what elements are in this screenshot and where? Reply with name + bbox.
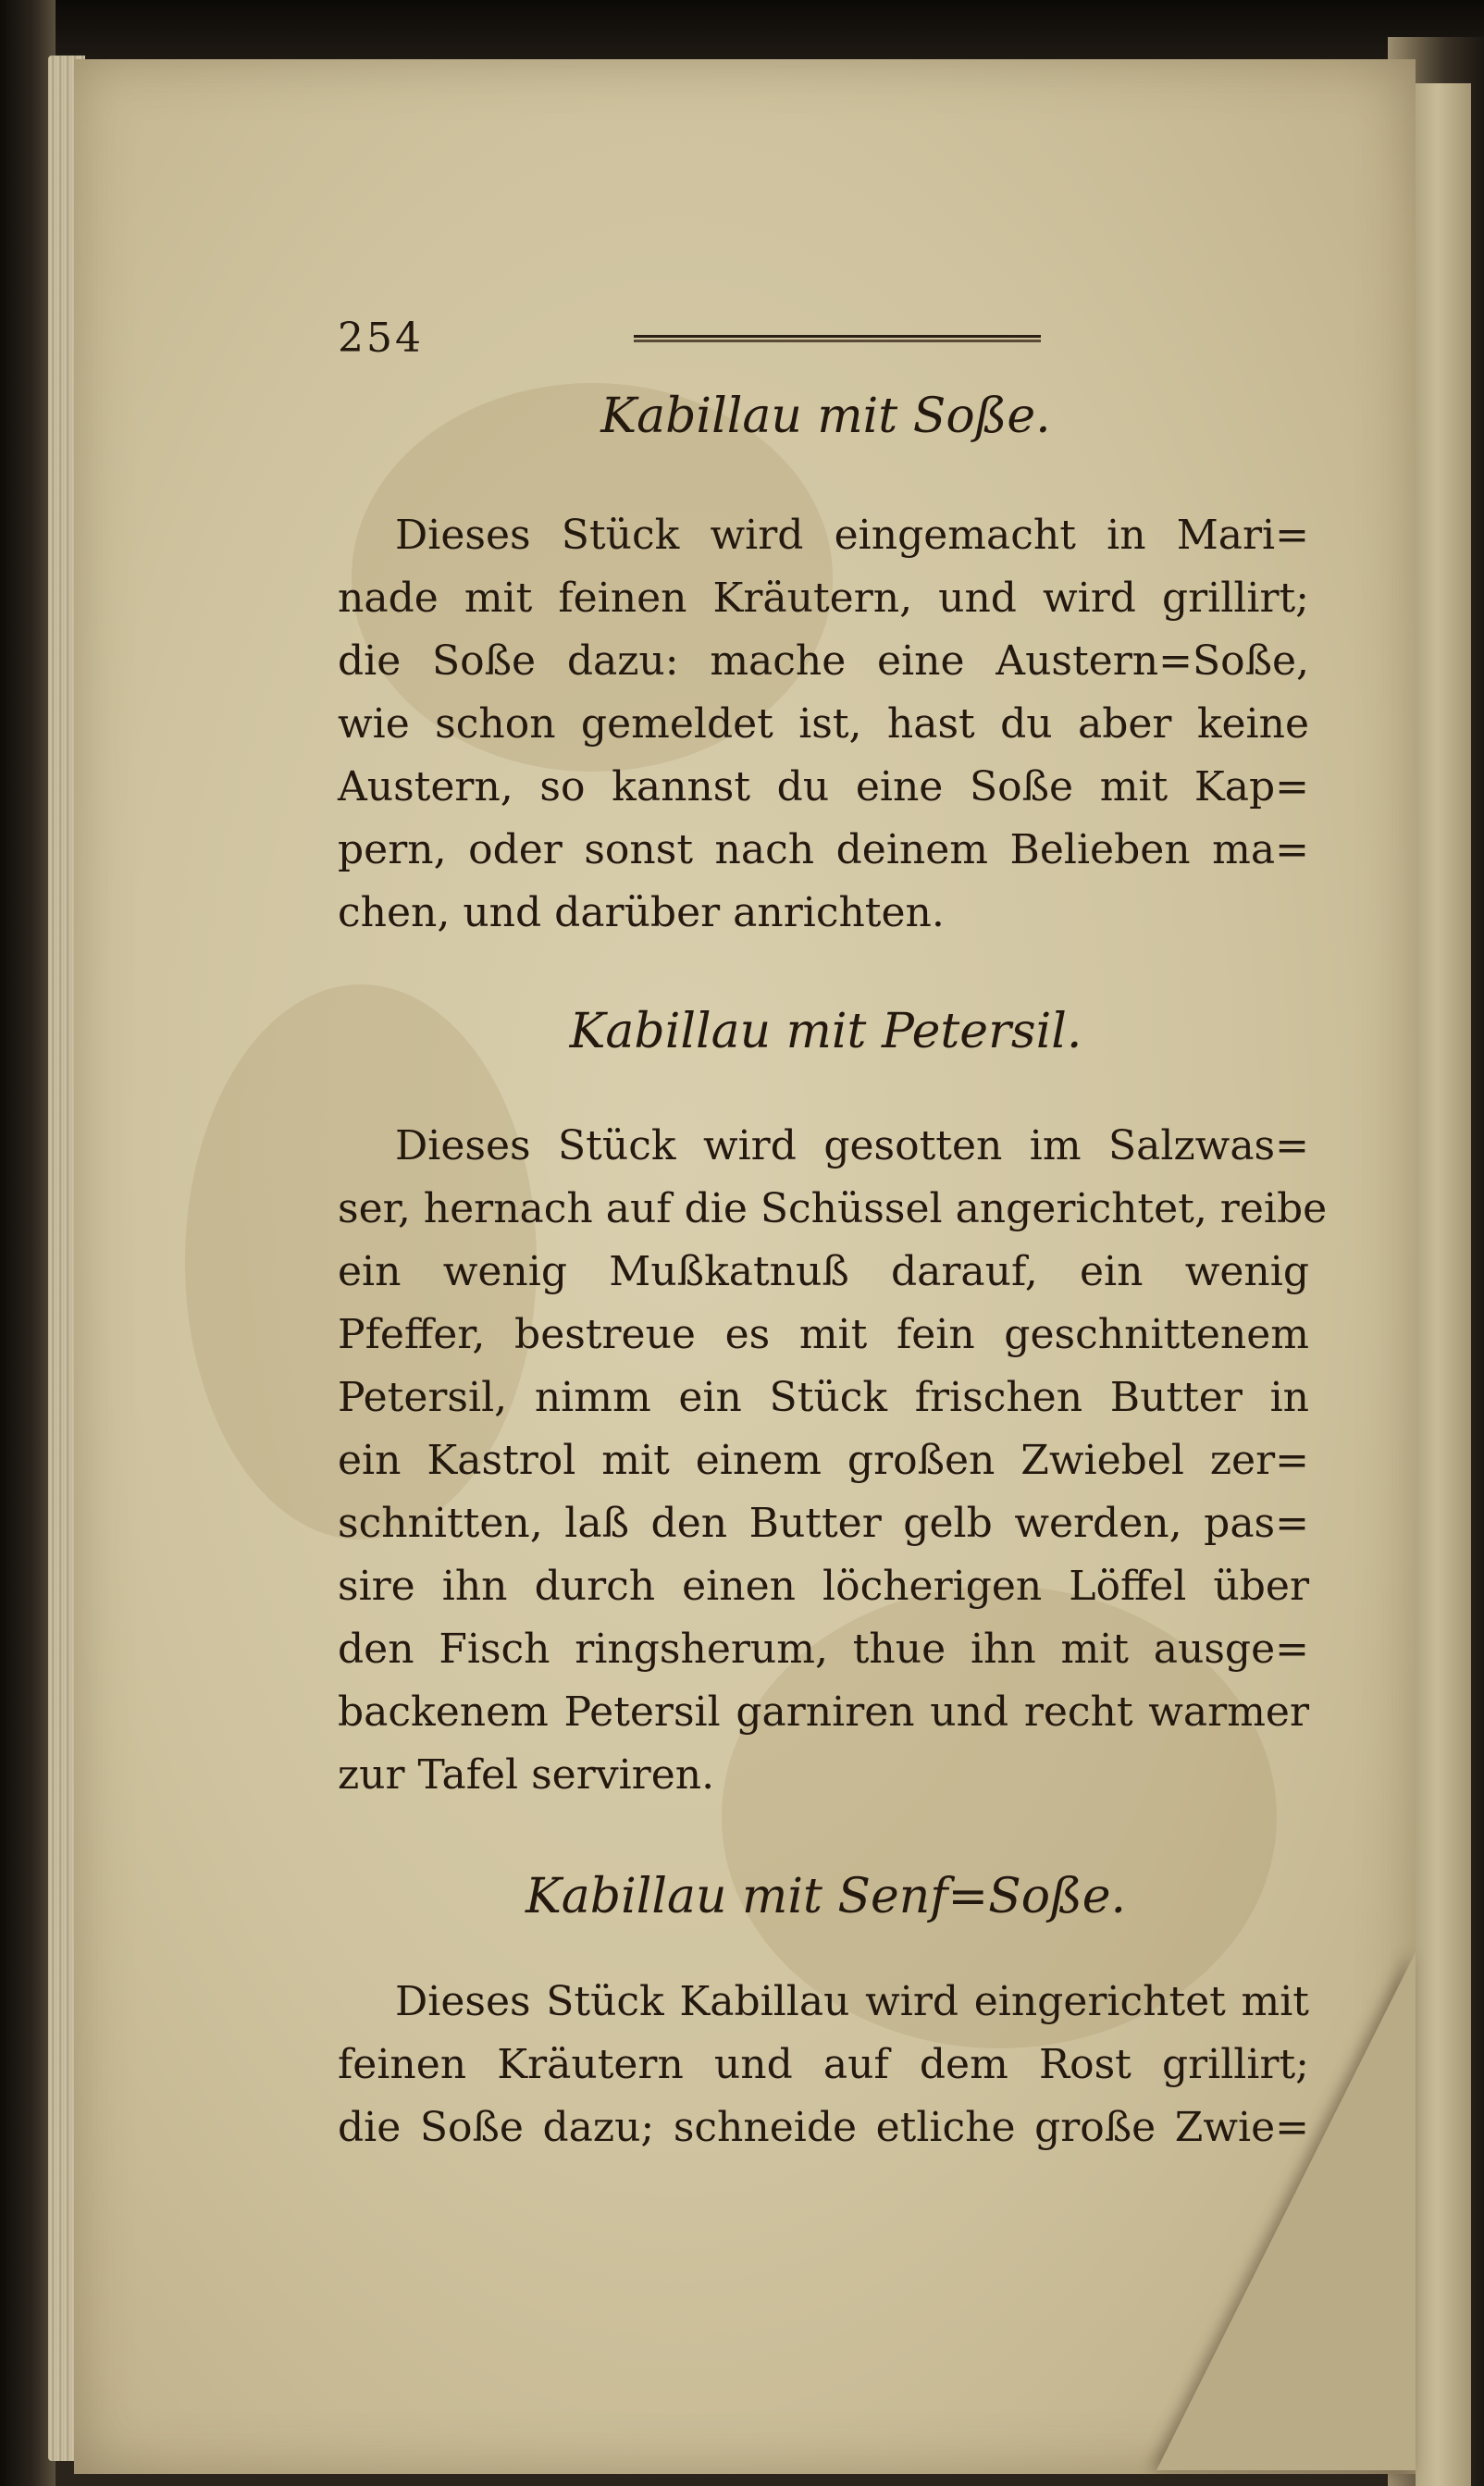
section-paragraph [338, 1971, 1309, 2159]
text-line: Dieses Stück wird eingemacht in Mari= [395, 512, 1309, 559]
text-line: den Fisch ringsherum, thue ihn mit ausge= [338, 1626, 1309, 1673]
facing-page-edge [1416, 83, 1471, 2486]
section-paragraph [338, 1115, 1328, 1807]
text-line: ein Kastrol mit einem großen Zwiebel zer= [338, 1437, 1309, 1484]
text-line: chen, und darüber anrichten. [338, 889, 945, 936]
text-line: schnitten, laß den Butter gelb werden, pas= [338, 1500, 1309, 1547]
text-line: zur Tafel serviren. [338, 1751, 715, 1799]
text-line: feinen Kräutern und auf dem Rost grillirt; [338, 2041, 1309, 2088]
text-line: die Soße dazu: mache eine Austern=Soße, [338, 637, 1309, 685]
text-line: nade mit feinen Kräutern, und wird grillirt; [338, 575, 1309, 622]
text-line: ser, hernach auf die Schüssel angerichtet, reibe [338, 1185, 1328, 1232]
scan-top-border [0, 0, 1484, 59]
section-heading: Kabillau mit Senf=Soße. [525, 1869, 1127, 1924]
text-line: Pfeffer, bestreue es mit fein geschnittenem [338, 1311, 1309, 1358]
section-heading: Kabillau mit Soße. [600, 389, 1051, 444]
section-paragraph [338, 504, 1309, 945]
text-line: backenem Petersil garniren und recht warmer [338, 1688, 1309, 1736]
text-line: Petersil, nimm ein Stück frischen Butter in [338, 1374, 1309, 1421]
text-line: wie schon gemeldet ist, hast du aber keine [338, 700, 1309, 748]
text-line: Austern, so kannst du eine Soße mit Kap= [338, 763, 1309, 810]
page-number: 254 [338, 315, 424, 362]
text-line: Dieses Stück Kabillau wird eingerichtet mit [395, 1978, 1309, 2025]
header-rule [634, 335, 1041, 342]
text-line: ein wenig Mußkatnuß darauf, ein wenig [338, 1248, 1309, 1295]
text-line: sire ihn durch einen löcherigen Löffel über [338, 1563, 1309, 1610]
text-line: die Soße dazu; schneide etliche große Zwie= [338, 2104, 1309, 2151]
section-heading: Kabillau mit Petersil. [569, 1004, 1082, 1059]
text-line: Dieses Stück wird gesotten im Salzwas= [395, 1122, 1309, 1169]
book-left-edge [0, 0, 56, 2486]
text-line: pern, oder sonst nach deinem Belieben ma= [338, 826, 1309, 873]
